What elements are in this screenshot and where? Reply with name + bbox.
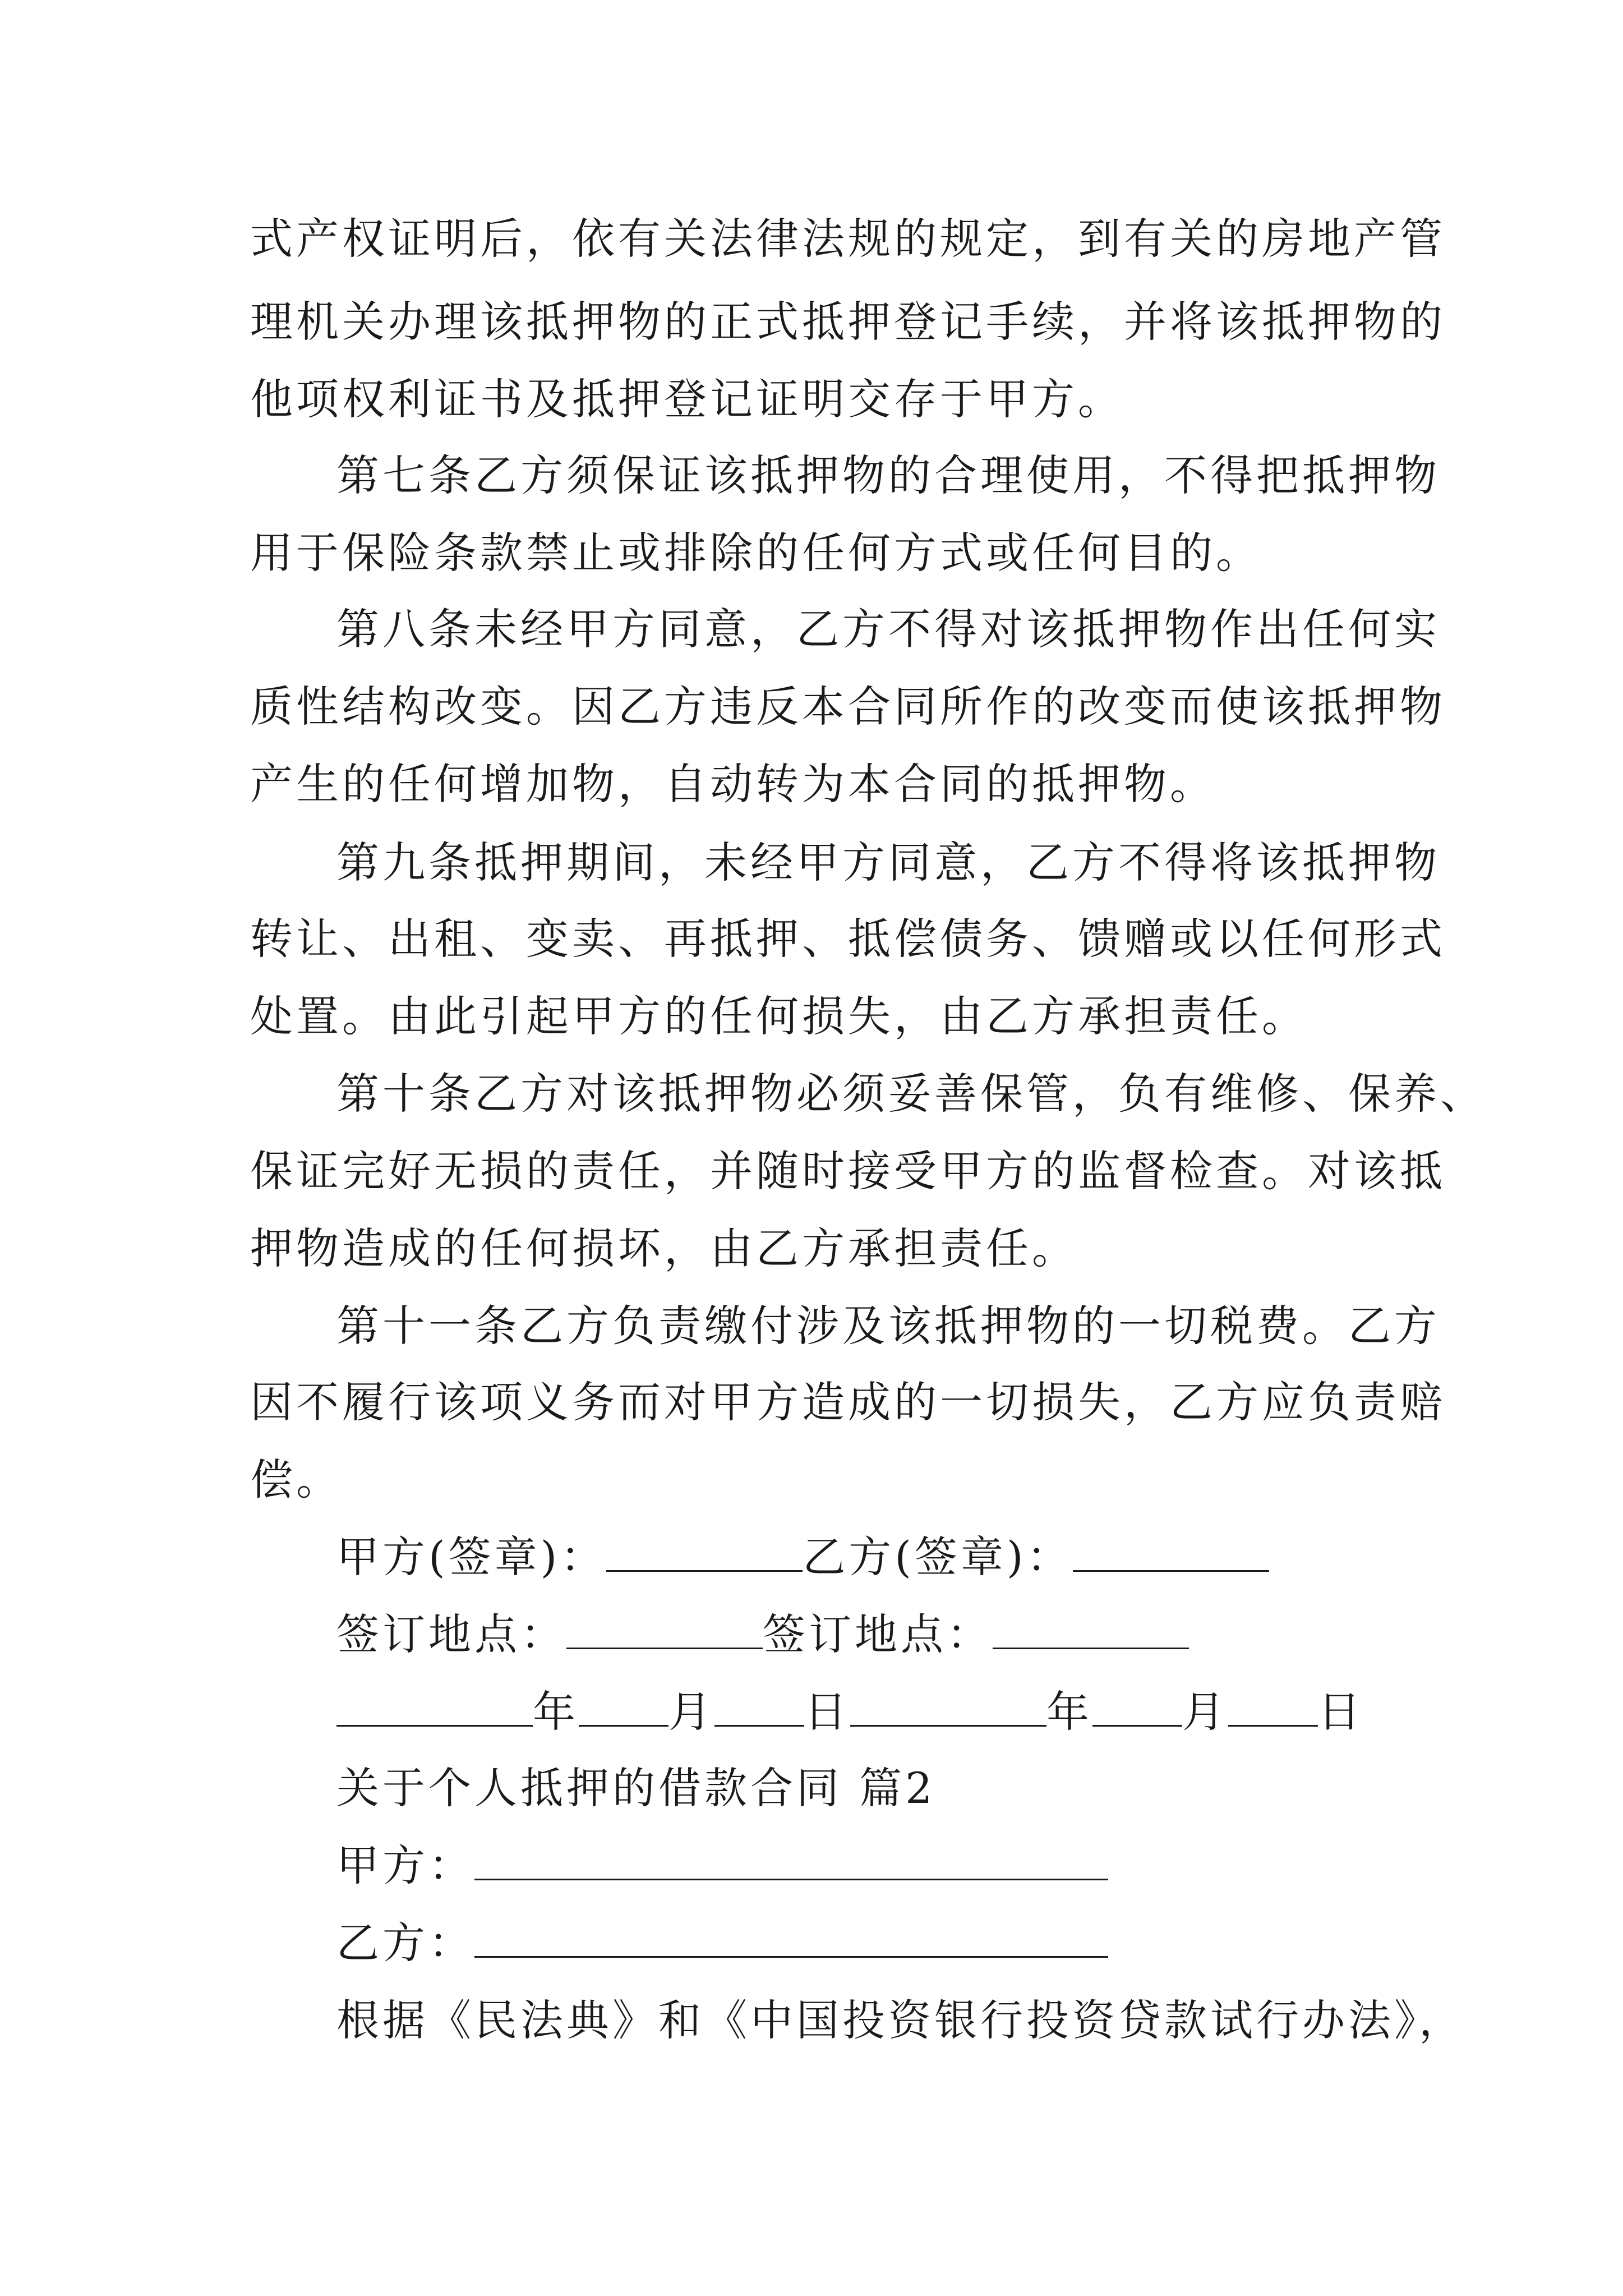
signature-row xyxy=(336,1530,1269,1584)
year-label: 年 xyxy=(1046,1687,1092,1737)
place-row xyxy=(336,1608,1189,1662)
article-10-line: 第十条乙方对该抵押物必须妥善保管，负有维修、保养、 xyxy=(336,1069,1486,1119)
text-line: 他项权利证书及抵押登记证明交存于甲方。 xyxy=(250,374,1124,424)
month-label: 月 xyxy=(1182,1687,1228,1737)
text-line: 押物造成的任何损坏，由乙方承担责任。 xyxy=(250,1223,1078,1273)
place-blank-b xyxy=(993,1608,1189,1649)
month-blank-b xyxy=(1092,1686,1182,1727)
party-a-sign-blank xyxy=(606,1531,803,1572)
text-line: 保证完好无损的责任，并随时接受甲方的监督检查。对该抵 xyxy=(250,1146,1446,1196)
party-a-sign-label: 甲方(签章)： xyxy=(336,1532,607,1582)
text-line: 理机关办理该抵押物的正式抵押登记手续，并将该抵押物的 xyxy=(250,297,1446,347)
text-line: 根据《民法典》和《中国投资银行投资贷款试行办法》， xyxy=(336,1995,1465,2045)
text-line: 质性结构改变。因乙方违反本合同所作的改变而使该抵押物 xyxy=(250,682,1446,731)
article-11-line: 第十一条乙方负责缴付涉及该抵押物的一切税费。乙方 xyxy=(336,1301,1440,1351)
day-blank-a xyxy=(714,1686,804,1727)
article-9-line: 第九条抵押期间，未经甲方同意，乙方不得将该抵押物 xyxy=(336,838,1440,887)
party-b-blank xyxy=(474,1917,1108,1958)
year-blank-b xyxy=(850,1686,1046,1727)
place-label-a: 签订地点： xyxy=(336,1609,566,1659)
day-label: 日 xyxy=(1318,1687,1364,1737)
party-b-sign-label: 乙方(签章)： xyxy=(803,1532,1073,1582)
article-8-line: 第八条未经甲方同意，乙方不得对该抵押物作出任何实 xyxy=(336,604,1440,654)
party-b-row xyxy=(336,1916,1108,1970)
text-line: 式产权证明后，依有关法律法规的规定，到有关的房地产管 xyxy=(250,214,1446,264)
place-blank-a xyxy=(566,1608,763,1649)
party-b-sign-blank xyxy=(1073,1531,1269,1572)
place-label-b: 签订地点： xyxy=(763,1609,993,1659)
article-7-line: 第七条乙方须保证该抵押物的合理使用，不得把抵押物 xyxy=(336,450,1440,500)
month-blank-a xyxy=(579,1686,668,1727)
text-line: 偿。 xyxy=(250,1455,342,1504)
section-title: 关于个人抵押的借款合同 篇2 xyxy=(336,1763,936,1813)
text-line: 处置。由此引起甲方的任何损失，由乙方承担责任。 xyxy=(250,991,1308,1041)
year-label: 年 xyxy=(533,1687,579,1737)
date-row xyxy=(336,1685,1364,1739)
year-blank-a xyxy=(336,1686,533,1727)
text-line: 因不履行该项义务而对甲方造成的一切损失，乙方应负责赔 xyxy=(250,1377,1446,1427)
party-a-row xyxy=(336,1839,1108,1893)
day-blank-b xyxy=(1228,1686,1318,1727)
day-label: 日 xyxy=(804,1687,850,1737)
month-label: 月 xyxy=(668,1687,714,1737)
text-line: 产生的任何增加物，自动转为本合同的抵押物。 xyxy=(250,759,1216,809)
party-a-label: 甲方： xyxy=(336,1841,474,1890)
text-line: 转让、出租、变卖、再抵押、抵偿债务、馈赠或以任何形式 xyxy=(250,914,1446,964)
party-a-blank xyxy=(474,1839,1108,1880)
party-b-label: 乙方： xyxy=(336,1918,474,1968)
text-line: 用于保险条款禁止或排除的任何方式或任何目的。 xyxy=(250,528,1262,578)
